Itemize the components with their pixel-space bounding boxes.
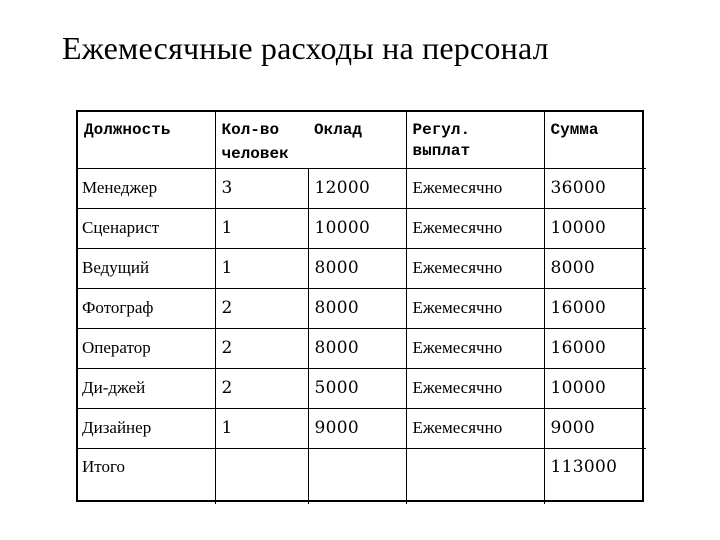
cell-position: Сценарист [78,208,215,248]
cell-position: Ди-джей [78,368,215,408]
cell-salary: 8000 [308,288,406,328]
total-empty-salary [308,448,406,504]
header-count-line1: Кол-во [221,121,280,139]
table-row [78,288,646,328]
total-empty-count [215,448,308,504]
cell-count: 2 [215,288,308,328]
cell-position: Ведущий [78,248,215,288]
expenses-table [78,112,646,504]
header-total [544,112,646,168]
table-row [78,368,646,408]
table-row [78,168,646,208]
total-empty-frequency [406,448,544,504]
header-count [215,112,308,168]
total-label: Итого [78,448,215,504]
cell-frequency: Ежемесячно [406,288,544,328]
header-total-label: Сумма [550,121,599,139]
header-frequency-line2: выплат [412,142,471,160]
cell-salary: 10000 [308,208,406,248]
cell-frequency: Ежемесячно [406,328,544,368]
cell-position: Оператор [78,328,215,368]
header-position-label: Должность [84,121,171,139]
cell-frequency: Ежемесячно [406,248,544,288]
table-row [78,208,646,248]
cell-frequency: Ежемесячно [406,168,544,208]
table-header-row [78,112,646,168]
cell-count: 2 [215,328,308,368]
cell-total: 10000 [544,208,646,248]
cell-total: 16000 [544,288,646,328]
cell-frequency: Ежемесячно [406,368,544,408]
table-row [78,248,646,288]
cell-total: 10000 [544,368,646,408]
cell-total: 8000 [544,248,646,288]
cell-total: 9000 [544,408,646,448]
cell-count: 3 [215,168,308,208]
total-sum: 113000 [544,448,646,504]
table-row [78,408,646,448]
cell-position: Дизайнер [78,408,215,448]
table-total-row [78,448,646,504]
cell-frequency: Ежемесячно [406,408,544,448]
cell-salary: 9000 [308,408,406,448]
header-salary-label: Оклад [314,121,363,139]
header-salary [308,112,406,168]
cell-count: 1 [215,408,308,448]
cell-position: Менеджер [78,168,215,208]
cell-count: 1 [215,208,308,248]
expenses-table-frame [76,110,644,502]
cell-salary: 5000 [308,368,406,408]
cell-salary: 12000 [308,168,406,208]
header-frequency-line1: Регул. [412,121,471,139]
table-row [78,328,646,368]
header-count-line2: человек [221,145,289,163]
cell-salary: 8000 [308,248,406,288]
cell-total: 16000 [544,328,646,368]
cell-position: Фотограф [78,288,215,328]
header-position [78,112,215,168]
cell-count: 2 [215,368,308,408]
header-frequency [406,112,544,168]
cell-frequency: Ежемесячно [406,208,544,248]
cell-total: 36000 [544,168,646,208]
cell-count: 1 [215,248,308,288]
slide-title: Ежемесячные расходы на персонал [62,30,549,66]
cell-salary: 8000 [308,328,406,368]
